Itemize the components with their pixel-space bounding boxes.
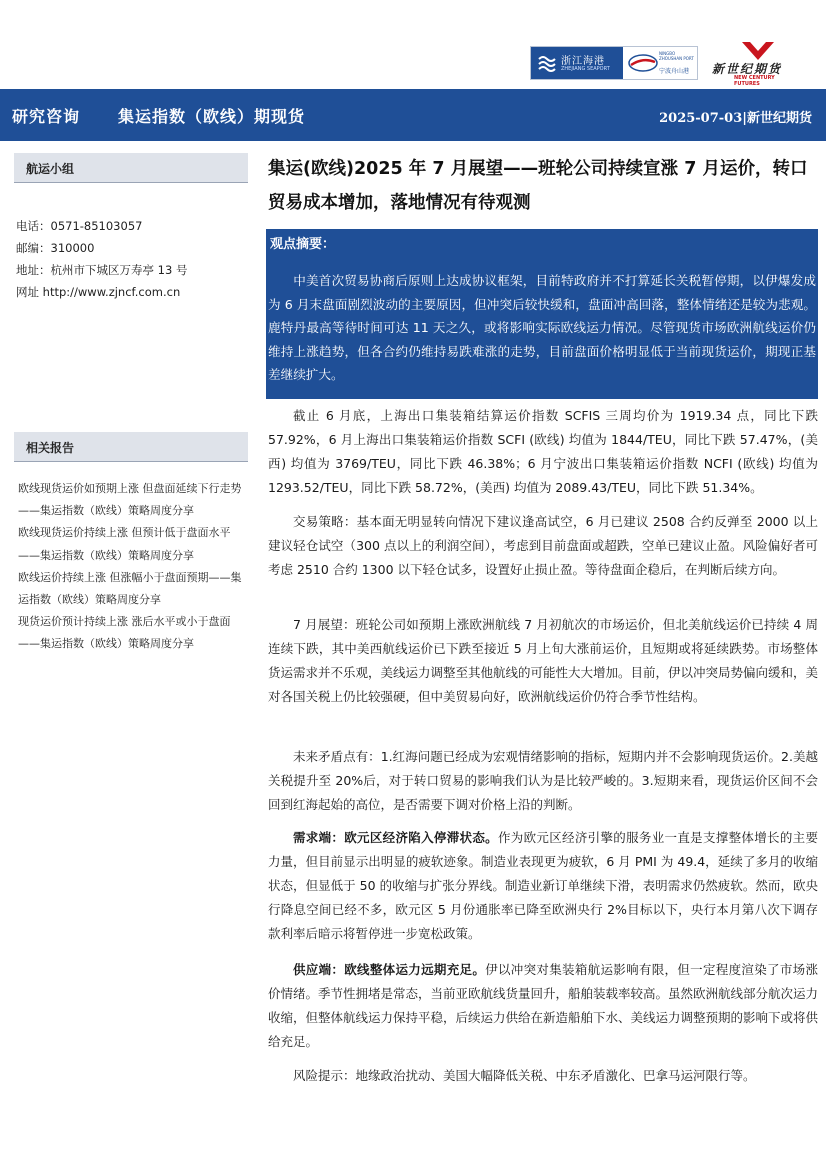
report-category: 研究咨询: [12, 107, 81, 126]
related-reports-header: [14, 432, 248, 462]
company-name: 新世纪期货: [712, 62, 783, 76]
team-header: [14, 153, 248, 183]
zjport-name-en: ZHEJIANG SEAPORT: [561, 66, 610, 72]
abstract-text: 中美首次贸易协商后原则上达成协议框架，目前特政府并不打算延长关税暂停期，以伊爆发成为 6 月末盘面剧烈波动的主要原因，但冲突后较快缓和，盘面冲高回落，整体情绪还是较为悲观。鹿特丹最高等待时间可达 11 天之久，或将影响实际欧线运力情况。尽管现货市场欧洲航线运价仍维持上涨趋势，但各合约仍维持易跌难涨的走势，目前盘面价格明显低于当前现货运价，期现正基差继续扩大。: [268, 273, 816, 382]
zjport-name: 浙江海港: [561, 56, 605, 67]
related-report-item[interactable]: 现货运价预计持续上涨 涨后水平或小于盘面——集运指数（欧线）策略周度分享: [18, 615, 231, 651]
contact-postcode: 邮编：310000: [16, 241, 95, 255]
zhejiang-seaport-logo: [530, 46, 698, 80]
report-subject: 集运指数（欧线）期现货: [118, 107, 306, 126]
paragraph-demand: [268, 826, 818, 946]
contact-website[interactable]: 网址 http://www.zjncf.com.cn: [16, 285, 181, 299]
paragraph-trading-strategy: 交易策略：基本面无明显转向情况下建议逢高试空，6 月已建议 2508 合约反弹至 2000 以上建议轻仓试空（300 点以上的利润空间），考虑到目前盘面或超跌，空单已建议止盈。风险偏好者可考虑 2510 合约 1300 以下轻仓试多，设置好止损止盈。等待盘面企稳后，在判断后续方向。: [268, 514, 818, 577]
demand-lead: 需求端：欧元区经济陷入停滞状态。: [293, 830, 498, 845]
contact-phone: 电话：0571-85103057: [16, 219, 143, 233]
demand-text: 作为欧元区经济引擎的服务业一直是支撑整体增长的主要力量，但目前显示出明显的疲软迹象。制造业表现更为疲软，6 月 PMI 为 49.4，延续了多月的收缩状态，但显低于 50 的收缩与扩张分界线。制造业新订单继续下滑，表明需求仍然疲软。然而，欧央行降息空间已经不多，欧元区 5 月份通胀率已降至欧洲央行 2%目标以下，央行本月第八次下调存款利率后暗示将暂停进一步宽松政策。: [268, 830, 818, 941]
related-report-item[interactable]: 欧线运价持续上涨 但涨幅小于盘面预期——集运指数（欧线）策略周度分享: [18, 570, 242, 607]
related-reports-title: 相关报告: [26, 441, 75, 455]
ningbo-port-mark-icon: [628, 54, 658, 72]
related-reports-list: [18, 478, 244, 656]
paragraph-index-summary: 截止 6 月底，上海出口集装箱结算运价指数 SCFIS 三周均价为 1919.34 点，同比下跌 57.92%，6 月上海出口集装箱运价指数 SCFI (欧线) 均值为 1844/TEU，同比下跌 57.47%，(美西) 均值为 3769/TEU，同比下跌 46.38%；6 月宁波出口集装箱运价指数 NCFI (欧线) 均值为 1293.52/TEU，同比下跌 58.72%，(美西) 均值为 2089.43/TEU，同比下跌 51.34%。: [268, 408, 818, 495]
paragraph-contradictions: 未来矛盾点有：1.红海问题已经成为宏观情绪影响的指标，短期内并不会影响现货运价。2.美越关税提升至 20%后，对于转口贸易的影响我们认为是比较严峻的。3.短期来看，现货运价区间不会回到红海起始的高位，是否需要下调对价格上沿的判断。: [268, 749, 818, 812]
supply-text: 伊以冲突对集装箱航运影响有限，但一定程度渲染了市场涨价情绪。季节性拥堵是常态，当前亚欧航线货量回升，船舶装载率较高。虽然欧洲航线部分航次运力收缩，但整体航线运力保持平稳，后续运力供给在新造船舶下水、美线运力调整预期的影响下或将供给充足。: [268, 962, 819, 1049]
paragraph-supply: [268, 958, 818, 1054]
related-report-item[interactable]: 欧线现货运价持续上涨 但预计低于盘面水平——集运指数（欧线）策略周度分享: [18, 526, 231, 562]
contact-address: 地址：杭州市下城区万寿亭 13 号: [16, 263, 188, 277]
paragraph-risk: 风险提示：地缘政治扰动、美国大幅降低关税、中东矛盾激化、巴拿马运河限行等。: [293, 1068, 756, 1083]
new-century-mark-icon: [740, 40, 776, 62]
company-name-en: NEW CENTURY FUTURES: [734, 75, 775, 87]
related-report-item[interactable]: 欧线现货运价如预期上涨 但盘面延续下行走势——集运指数（欧线）策略周度分享: [18, 482, 242, 518]
new-century-logo: [706, 40, 796, 87]
report-date: 2025-07-03|新世纪期货: [659, 111, 812, 126]
abstract-label: 观点摘要：: [270, 237, 336, 252]
paragraph-july-outlook: 7 月展望：班轮公司如预期上涨欧洲航线 7 月初航次的市场运价，但北美航线运价已持续 4 周连续下跌，其中美西航线运价已下跌至接近 5 月上旬大涨前运价，且短期或将延续跌势。市场整体货运需求并不乐观，美线运力调整至其他航线的可能性大大增加。目前，伊以冲突局势偏向缓和，美对各国关税上仍比较强硬，但中美贸易向好，欧洲航线运价仍符合季节性结构。: [268, 617, 819, 704]
ningbo-port-name-en: NINGBO ZHOUSHAN PORT: [659, 51, 694, 61]
ningbo-port-name: 宁波舟山港: [659, 68, 690, 75]
team-title: 航运小组: [26, 162, 75, 176]
report-title: 集运(欧线)2025 年 7 月展望——班轮公司持续宣涨 7 月运价，转口贸易成本增加，落地情况有待观测: [268, 159, 808, 213]
supply-lead: 供应端：欧线整体运力远期充足。: [293, 962, 486, 977]
wave-icon: [537, 53, 557, 73]
